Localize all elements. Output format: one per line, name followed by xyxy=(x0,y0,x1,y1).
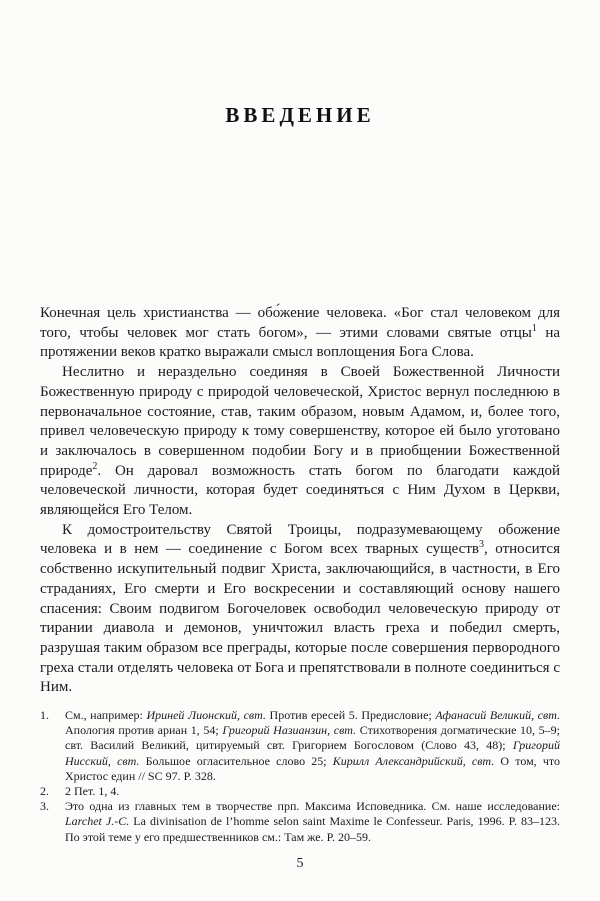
footnote xyxy=(40,784,560,799)
italic-citation-name: Кирилл Александрийский, свт. xyxy=(332,753,495,768)
italic-citation-name: Ириней Лионский, свт. xyxy=(146,708,266,722)
body-text xyxy=(40,304,560,700)
page-number: 5 xyxy=(296,856,304,871)
footnote-text: Это одна из главных тем в творчестве прп. Максима Исповедника. См. наше исследование: Larchet J.-C. La divinisation de l’homme selon saint Maxime le Confesseur. Paris, 1996. P. 83–123. По этой теме у его предшественников см.: Там же. P. 20–59. xyxy=(65,799,560,844)
footnote-text: См., например: Ириней Лионский, свт. Против ересей 5. Предисловие; Афанасий Великий, свт. Апология против ариан 1, 54; Григорий Назианзин, свт. Стихотворения догматические 10, 5–9; свт. Василий Великий, цитируемый свт. Григорием Богословом (Слово 43, 48); Григорий Нисский, свт. Большое огласительное слово 25; Кирилл Александрийский, свт. О том, что Христос един // SC 97. P. 328. xyxy=(65,708,561,783)
italic-citation-name: Афанасий Великий, свт. xyxy=(435,708,561,722)
footnote xyxy=(40,708,560,784)
footnote-reference: 3 xyxy=(478,539,484,551)
footnote xyxy=(40,799,560,845)
italic-citation-name: Григорий Нисский, свт. xyxy=(65,738,560,768)
paragraph: Конечная цель христианства — обо́жение человека. «Бог стал человеком для того, чтобы человек мог стать богом», — этими словами святые отцы$^1$ на протяжении веков кратко выражали смысл воплощения Бога Слова. xyxy=(40,305,560,361)
footnote-number: 2. xyxy=(40,784,49,799)
footnote-number: 1. xyxy=(40,708,49,722)
footnote-reference: 2 xyxy=(92,460,98,472)
footnote-number: 3. xyxy=(40,799,49,814)
footnotes xyxy=(40,708,560,845)
italic-citation-name: Григорий Назианзин, свт. xyxy=(222,723,357,738)
italic-citation-name: Larchet J.-C. xyxy=(65,814,130,829)
paragraph: К домостроительству Святой Троицы, подразумевающему обожение человека и в нем — соединение с Богом всех тварных существ$^3$, относится собственно искупительный подвиг Христа, заключающийся, в частности, в Его страданиях, Его смерти и Его воскресении и составляющий основу нашего спасения: Своим подвигом Богочеловек освободил человеческую природу от тирании диавола и демонов, уничтожил власть греха и победил смерть, разрушая таким образом все преграды, которые после совершения первородного греха стали отделять человека от Бога и препятствовали в полноте соединиться с Ним. xyxy=(40,521,560,696)
paragraph: Неслитно и нераздельно соединяя в Своей Божественной Личности Божественную природу с природой человеческой, Христос вернул последнюю в первоначальное состояние, став, таким образом, новым Адамом, и, более того, привел человеческую природу к тому совершенству, которое ей было уготовано и заключалось в совершенном подобии Богу и в приобщении Божественной природе$^2$. Он даровал возможность стать богом по благодати каждой человеческой личности, которая будет соединяться с Ним Духом в Церкви, являющейся Его Телом. xyxy=(40,364,560,519)
footnote-reference: 1 xyxy=(531,322,537,334)
chapter-heading: ВВЕДЕНИЕ xyxy=(225,103,375,127)
footnote-text: 2 Пет. 1, 4. xyxy=(65,784,120,799)
